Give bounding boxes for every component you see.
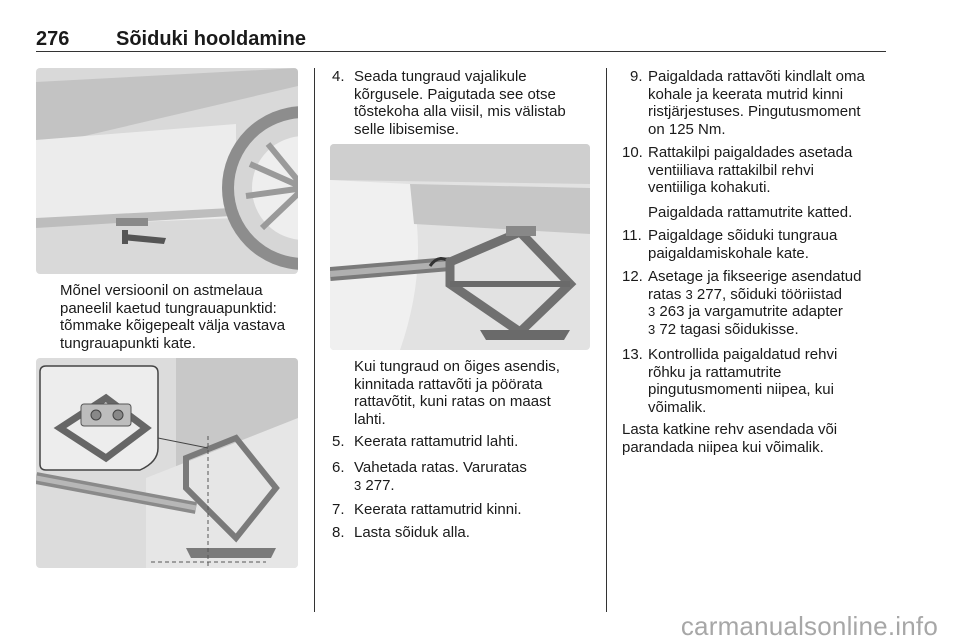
sill-cover-note: Mõnel versioonil on astmelaua paneelil kaetud tungrauapunktid: tõmmake kõigepealt välja vastava tungrauapunkti kate. <box>60 282 286 352</box>
step-text: Keerata rattamutrid kinni. <box>354 501 522 518</box>
step-number: 6. <box>332 459 345 476</box>
page-header <box>36 28 886 52</box>
step-9 <box>622 68 884 140</box>
step-text: Vahetada ratas. Varuratas 3 277. <box>354 459 527 494</box>
watermark: carmanualsonline.info <box>680 611 938 641</box>
step-text: Kontrollida paigaldatud rehvi rõhku ja rattamutrite pingutusmomenti niipea, kui võimalik. <box>648 346 838 416</box>
step-5 <box>332 433 602 451</box>
step-4 <box>332 68 602 140</box>
page-reference-icon: 3 <box>354 477 362 493</box>
scissor-jack-illustration <box>330 144 590 350</box>
sill-cover-illustration <box>36 68 298 274</box>
step-extra-text: Paigaldada rattamutrite katted. <box>648 203 853 221</box>
step-12 <box>622 268 884 340</box>
jack-in-position-note: Kui tungraud on õiges asendis, kinnitada rattavõti ja pöörata rattavõtit, kuni ratas on maast lahti. <box>354 358 560 428</box>
page-reference-icon: 3 <box>685 286 693 302</box>
chapter-title: Sõiduki hooldamine <box>116 28 307 50</box>
jack-point-drawing <box>36 358 298 568</box>
step-13 <box>622 346 884 418</box>
step-text: Asetage ja fikseerige asendatud ratas 3 277, sõiduki tööriistad 3 263 ja vargamutrite adapter 3 72 tagasi sõidukisse. <box>648 268 862 338</box>
step-number: 11. <box>622 227 642 244</box>
step-number: 7. <box>332 501 345 518</box>
column-divider-1 <box>314 68 315 612</box>
jack-point-illustration <box>36 358 298 568</box>
step-number: 13. <box>622 346 643 363</box>
step-number: 5. <box>332 433 345 450</box>
page-reference-icon: 3 <box>648 321 656 337</box>
step-text: Paigaldage sõiduki tungraua paigaldamiskohale kate. <box>648 227 838 262</box>
step-number: 9. <box>630 68 643 85</box>
step-number: 12. <box>622 268 643 285</box>
step-text: Rattakilpi paigaldades asetada ventiiliava rattakilbil rehvi ventiiliga kohakuti. Paigaldada rattamutrite katted. <box>648 144 853 221</box>
step-text: Lasta sõiduk alla. <box>354 524 470 541</box>
header-rule <box>36 51 886 52</box>
step-8 <box>332 524 602 542</box>
step-7 <box>332 501 602 519</box>
scissor-jack-drawing <box>330 144 590 350</box>
page-reference: 277. <box>365 476 395 494</box>
page-reference-icon: 3 <box>648 304 656 319</box>
step-number: 8. <box>332 524 345 541</box>
step-10 <box>622 144 884 224</box>
closing-note: Lasta katkine rehv asendada või parandada niipea kui võimalik. <box>622 421 838 456</box>
step-number: 10. <box>622 144 643 161</box>
sill-cover-drawing <box>36 68 298 274</box>
step-number: 4. <box>332 68 345 85</box>
step-11 <box>622 227 884 263</box>
step-text: Paigaldada rattavõti kindlalt oma kohale ja keerata mutrid kinni ristjärjestuses. Pingutusmoment on 125 Nm. <box>648 68 865 138</box>
step-text: Keerata rattamutrid lahti. <box>354 433 519 450</box>
step-text: Seada tungraud vajalikule kõrgusele. Paigutada see otse tõstekoha alla viisil, mis välistab selle libisemise. <box>354 68 566 138</box>
page-number: 276 <box>36 28 70 50</box>
step-6 <box>332 459 602 495</box>
column-divider-2 <box>606 68 607 612</box>
